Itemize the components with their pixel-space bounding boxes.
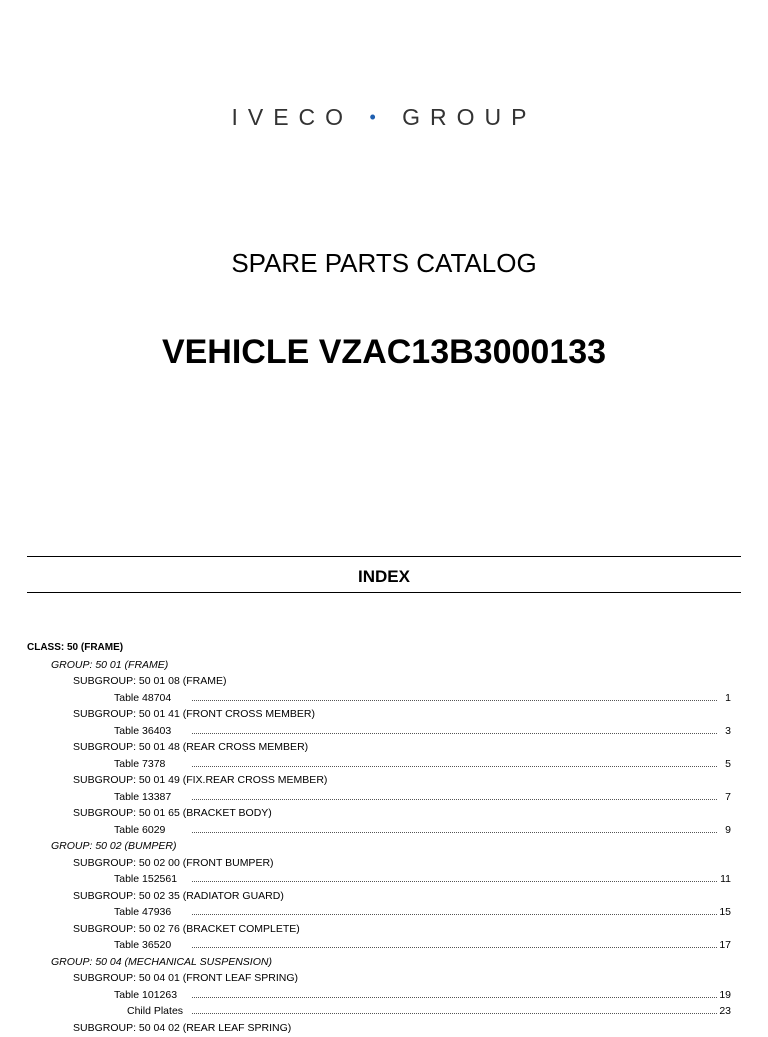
index-entry-label: GROUP: 50 04 (MECHANICAL SUSPENSION) — [51, 955, 272, 968]
index-subgroup-heading — [0, 740, 768, 756]
index-entry-label: Table 47936 — [114, 906, 172, 918]
index-subgroup-heading — [0, 773, 768, 789]
dot-leader — [192, 832, 717, 833]
index-entry-label: SUBGROUP: 50 01 49 (FIX.REAR CROSS MEMBER) — [73, 774, 328, 786]
index-entry-label: SUBGROUP: 50 02 00 (FRONT BUMPER) — [73, 856, 274, 869]
index-entry-link[interactable] — [0, 691, 768, 707]
index-entry-label: Table 6029 — [114, 823, 166, 836]
index-entry-label: SUBGROUP: 50 01 41 (FRONT CROSS MEMBER) — [73, 708, 315, 720]
index-entry-link[interactable] — [0, 823, 768, 839]
index-entry-label: SUBGROUP: 50 01 48 (REAR CROSS MEMBER) — [73, 741, 309, 753]
index-entry-link[interactable] — [0, 938, 768, 954]
page-number: 9 — [725, 823, 731, 836]
index-top-rule — [27, 556, 741, 557]
index-entry-label: CLASS: 50 (FRAME) — [27, 642, 124, 653]
dot-leader — [192, 947, 717, 948]
index-subgroup-heading — [0, 707, 768, 723]
index-entry-link[interactable] — [0, 724, 768, 740]
index-entry-label: Table 101263 — [114, 988, 178, 1001]
index-subgroup-heading — [0, 806, 768, 822]
index-entry-label: Table 7378 — [114, 757, 166, 770]
index-entry-label: Table 13387 — [114, 790, 172, 803]
dot-leader — [192, 881, 717, 882]
catalog-title: SPARE PARTS CATALOG — [231, 248, 537, 278]
index-subgroup-heading — [0, 889, 768, 905]
dot-leader — [192, 766, 717, 767]
page-number: 11 — [720, 873, 731, 885]
index-entry-label: GROUP: 50 01 (FRAME) — [51, 658, 169, 671]
index-bottom-rule — [27, 592, 741, 593]
index-entry-label: SUBGROUP: 50 04 01 (FRONT LEAF SPRING) — [73, 972, 299, 984]
iveco-group-logo — [0, 104, 768, 131]
index-entry-label: Table 152561 — [114, 873, 178, 885]
index-entry-link[interactable] — [0, 872, 768, 888]
index-entry-link[interactable] — [0, 905, 768, 921]
page-number: 19 — [719, 988, 731, 1001]
index-entry-link[interactable] — [0, 1004, 768, 1020]
index-entry-label: SUBGROUP: 50 02 35 (RADIATOR GUARD) — [73, 889, 284, 902]
index-entry-label: Table 48704 — [114, 691, 172, 704]
index-entry-label: SUBGROUP: 50 01 65 (BRACKET BODY) — [73, 807, 272, 819]
index-group-heading — [0, 658, 768, 674]
page-number: 7 — [725, 790, 731, 803]
index-subgroup-heading — [0, 971, 768, 987]
index-entry-label: SUBGROUP: 50 01 08 (FRAME) — [73, 675, 227, 687]
dot-leader — [192, 1013, 717, 1014]
page-number: 1 — [725, 691, 731, 704]
dot-leader — [192, 997, 717, 998]
logo-right-text: GROUP — [402, 104, 537, 130]
index-entry-label: SUBGROUP: 50 04 02 (REAR LEAF SPRING) — [73, 1021, 292, 1034]
index-subgroup-heading — [0, 856, 768, 872]
index-subgroup-heading — [0, 1021, 768, 1037]
page-number: 17 — [719, 939, 731, 951]
logo-dot: • — [369, 107, 386, 127]
index-entry-label: SUBGROUP: 50 02 76 (BRACKET COMPLETE) — [73, 922, 300, 935]
index-entry-link[interactable] — [0, 757, 768, 773]
logo-left-text: IVECO — [231, 104, 354, 130]
vehicle-title: VEHICLE VZAC13B3000133 — [161, 333, 607, 371]
dot-leader — [192, 733, 717, 734]
index-class-heading — [0, 641, 768, 657]
index-group-heading — [0, 839, 768, 855]
dot-leader — [192, 700, 717, 701]
index-subgroup-heading — [0, 674, 768, 690]
index-entry-link[interactable] — [0, 790, 768, 806]
dot-leader — [192, 799, 717, 800]
index-entry-link[interactable] — [0, 988, 768, 1004]
page-number: 5 — [725, 757, 731, 770]
index-entry-label: Table 36520 — [114, 939, 172, 951]
page-number: 23 — [719, 1005, 731, 1017]
index-entry-label: Child Plates — [127, 1005, 184, 1017]
index-entry-label: GROUP: 50 02 (BUMPER) — [51, 840, 177, 852]
index-heading: INDEX — [358, 567, 410, 586]
page-number: 15 — [719, 906, 731, 918]
index-group-heading — [0, 955, 768, 971]
page-number: 3 — [725, 724, 731, 737]
index-entry-label: Table 36403 — [114, 724, 172, 737]
dot-leader — [192, 914, 717, 915]
index-subgroup-heading — [0, 922, 768, 938]
